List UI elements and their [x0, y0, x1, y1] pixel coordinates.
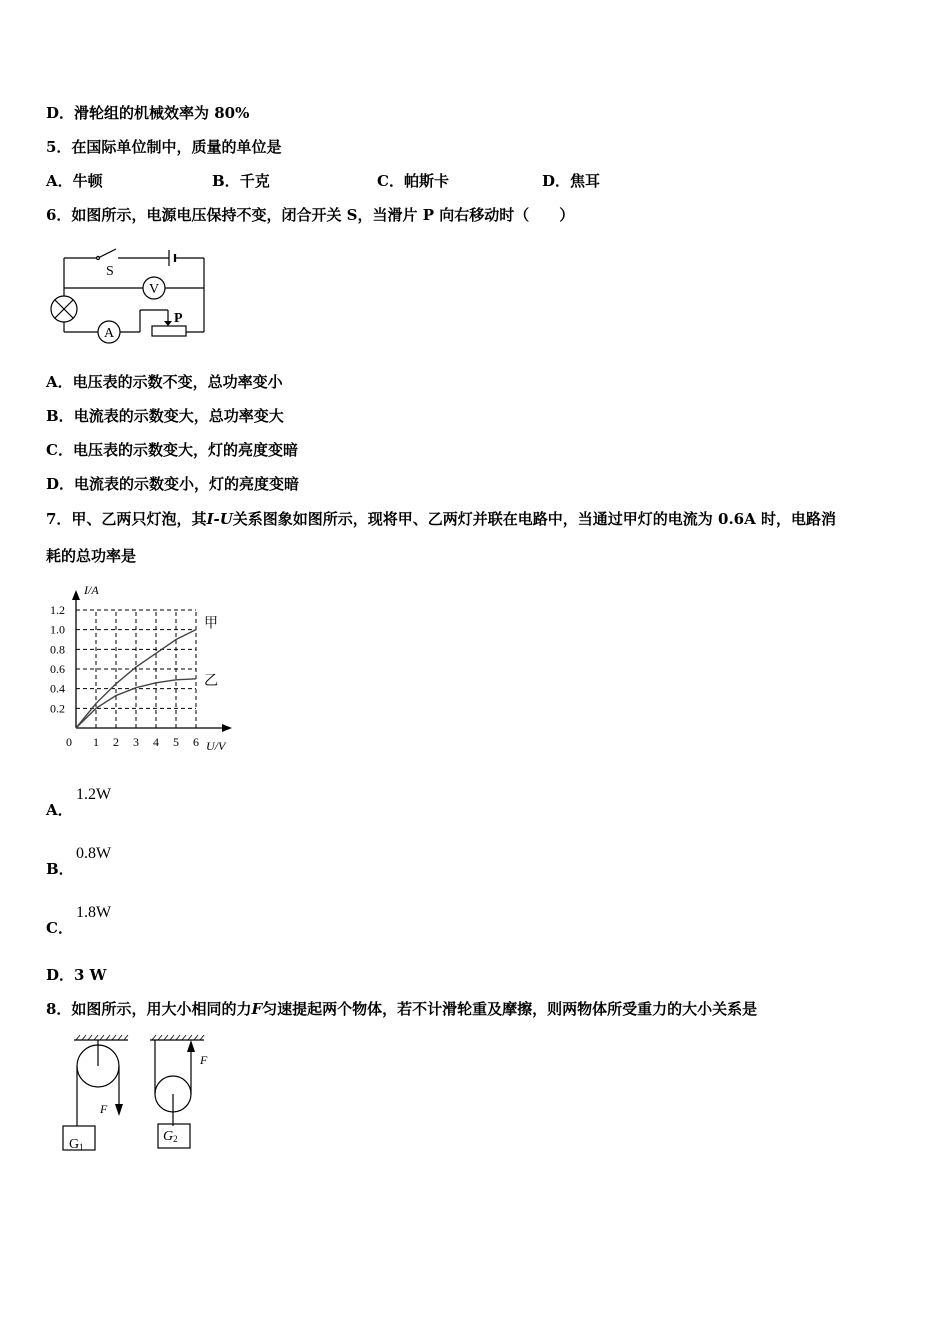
q7-stem-line2: 耗的总功率是 [46, 547, 137, 565]
q8-stem [46, 998, 757, 1019]
up-force-arrow-icon [187, 1040, 195, 1052]
q6-option-b-text: 电流表的示数变大，总功率变大 [73, 407, 284, 425]
x-tick-label: 3 [133, 735, 139, 749]
rheostat-icon [152, 326, 186, 336]
ammeter-label: A [104, 326, 115, 341]
x-tick-label: 0 [66, 735, 72, 749]
q5-option-a-text: 牛顿 [72, 172, 103, 190]
series-label-jia: 甲 [204, 616, 218, 632]
q5-option-c-text: 帕斯卡 [403, 172, 449, 190]
q7-stem-a: 7．甲、乙两只灯泡，其 [46, 510, 207, 528]
y-tick-label: 0.8 [50, 642, 65, 657]
y-tick-label: 0.2 [50, 701, 65, 716]
x-tick-label: 2 [113, 735, 119, 749]
q6-option-d-text: 电流表的示数变小，灯的亮度变暗 [74, 475, 300, 493]
q7-option-a-letter: A． [46, 801, 73, 819]
q7-stem-b: 关系图象如图所示，现将甲、乙两灯并联在电路中，当通过甲灯的电流为 0.6A 时，电路消 [232, 510, 836, 528]
q6-stem: 6．如图所示，电源电压保持不变，闭合开关 S，当滑片 P 向右移动时（ ） [46, 206, 575, 224]
x-axis-arrow-icon [222, 724, 232, 732]
series-label-yi: 乙 [204, 673, 218, 689]
q7-option-c-value: 1.8W [76, 904, 112, 921]
q6-option-c-text: 电压表的示数变大，灯的亮度变暗 [72, 441, 298, 459]
weight-g2-label: G2 [163, 1129, 178, 1144]
q7-option-a-value: 1.2W [76, 786, 112, 803]
force-label-2: F [200, 1053, 208, 1067]
q7-option-d [46, 964, 107, 985]
q6-option-d [46, 473, 299, 494]
q4-option-d-letter: D． [46, 104, 75, 122]
q8-stem-f: F [251, 1000, 263, 1018]
q7-stem-iu: I-U [206, 510, 233, 528]
q6-option-c-letter: C． [46, 441, 73, 459]
q7-option-d-value: 3 W [74, 966, 107, 984]
q7-stem-line1 [46, 508, 836, 529]
q5-option-b-text: 千克 [239, 172, 270, 190]
q8-pulley-diagram [50, 1034, 220, 1154]
y-axis-arrow-icon [72, 590, 80, 600]
q6-option-b [46, 405, 284, 426]
x-tick-label: 5 [173, 735, 179, 749]
y-tick-label: 0.4 [50, 681, 65, 696]
y-tick-label: 0.6 [50, 662, 65, 676]
q5-option-a [46, 170, 103, 191]
x-tick-label: 4 [153, 735, 159, 749]
q5-option-c [377, 170, 449, 191]
q5-option-d-text: 焦耳 [570, 172, 601, 190]
q6-option-a-letter: A． [46, 373, 73, 391]
q5-option-c-letter: C． [377, 172, 404, 190]
q5-option-b-letter: B． [212, 172, 240, 190]
q8-stem-a: 8．如图所示，用大小相同的力 [46, 1000, 252, 1018]
down-force-arrow-icon [115, 1104, 123, 1116]
q5-option-d-letter: D． [542, 172, 571, 190]
q5-option-a-letter: A． [46, 172, 73, 190]
q4-option-d-text: 滑轮组的机械效率为 80% [74, 104, 250, 122]
iu-chart [44, 578, 244, 756]
q7-option-b-letter: B． [46, 860, 74, 878]
switch-lever [98, 249, 116, 258]
y-tick-label: 1.0 [50, 622, 65, 637]
x-axis-label: U/V [206, 739, 226, 753]
y-axis-label: I/A [84, 583, 99, 597]
q6-option-b-letter: B． [46, 407, 74, 425]
force-label-1: F [100, 1102, 108, 1116]
q6-option-d-letter: D． [46, 475, 75, 493]
q7-option-c-letter: C． [46, 919, 73, 937]
q6-option-a [46, 371, 283, 392]
q8-stem-b: 匀速提起两个物体，若不计滑轮重及摩擦，则两物体所受重力的大小关系是 [262, 1000, 758, 1018]
q7-option-d-letter: D． [46, 966, 75, 984]
q4-option-d [46, 102, 249, 123]
q6-circuit-diagram [44, 244, 214, 344]
switch-label: S [106, 264, 114, 279]
q6-option-a-text: 电压表的示数不变，总功率变小 [72, 373, 283, 391]
q5-option-b [212, 170, 270, 191]
q7-option-b-value: 0.8W [76, 845, 112, 862]
q5-option-d [542, 170, 600, 191]
slider-arrow-icon [164, 321, 172, 326]
x-tick-label: 1 [93, 735, 99, 749]
slider-label: P [174, 311, 183, 326]
weight-g1-label: G1 [69, 1137, 84, 1152]
q6-option-c [46, 439, 298, 460]
y-tick-label: 1.2 [50, 603, 65, 617]
q5-stem: 5．在国际单位制中，质量的单位是 [46, 138, 282, 156]
x-tick-label: 6 [193, 735, 199, 749]
voltmeter-label: V [149, 282, 160, 297]
